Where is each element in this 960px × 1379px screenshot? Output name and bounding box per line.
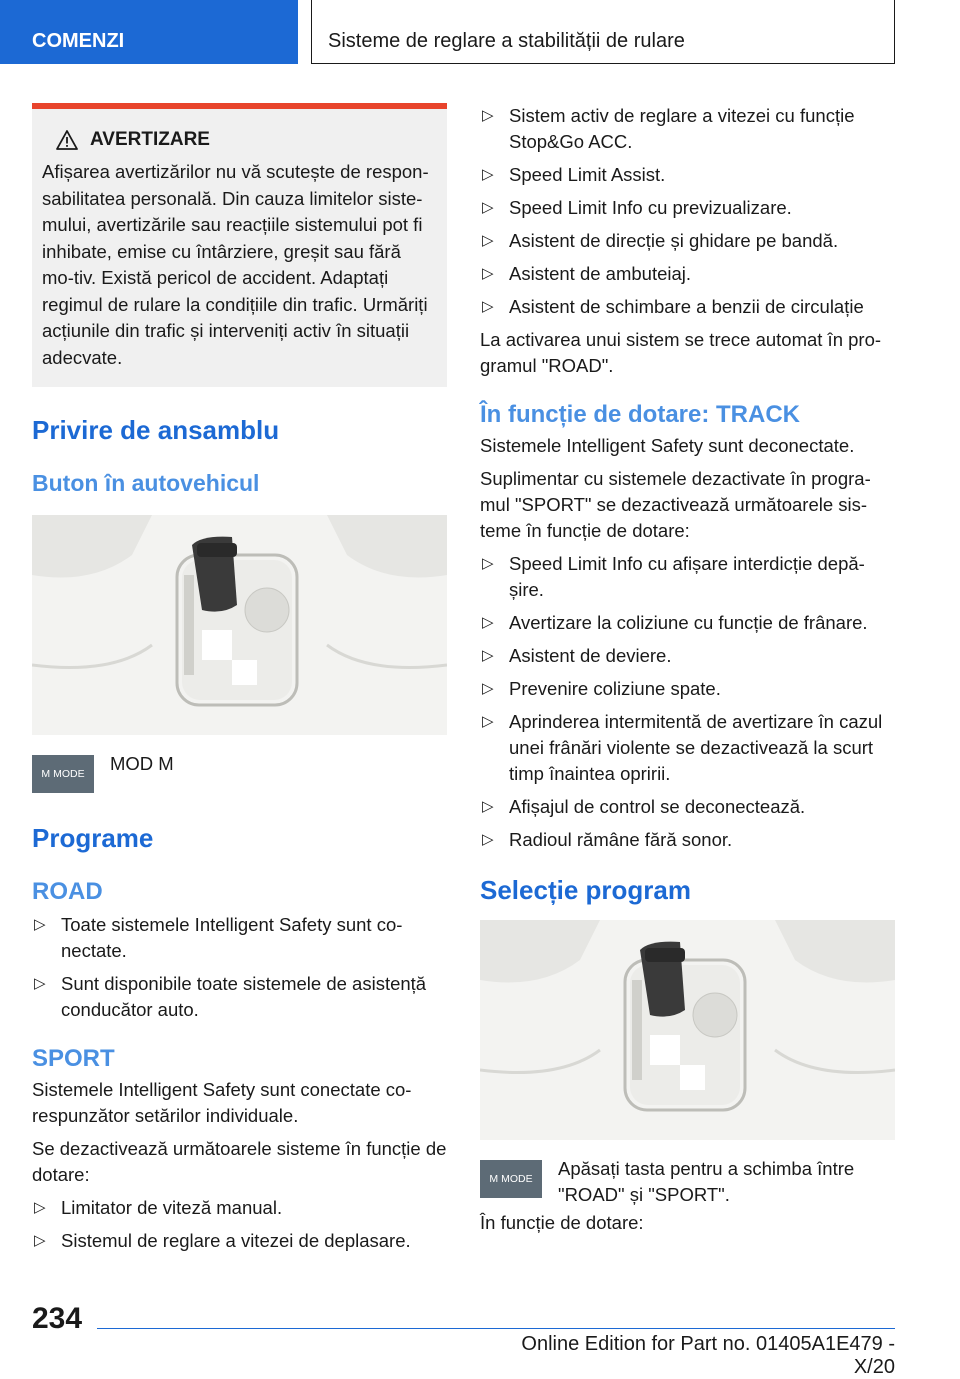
warning-triangle-icon: [56, 130, 78, 150]
mmode-caption: MOD M: [110, 753, 174, 774]
console-illustration: [32, 515, 447, 735]
console-illustration-2: [480, 920, 895, 1140]
m-mode-button-icon: M MODE: [480, 1160, 542, 1198]
list-item: ▷ Afișajul de control se deconectează.: [480, 794, 895, 820]
footer-divider: [97, 1328, 895, 1329]
right-column: [480, 103, 895, 1236]
list-item: ▷ Asistent de direcție și ghidare pe bandă.: [480, 228, 895, 254]
bullet-triangle-icon: ▷: [482, 680, 494, 697]
warning-title: [42, 129, 437, 151]
bullet-triangle-icon: ▷: [34, 1232, 46, 1249]
mmode-caption-row: [32, 755, 447, 793]
sport-paragraph-1: Sistemele Intelligent Safety sunt conectate co-respunzător setărilor individuale.: [32, 1079, 412, 1126]
heading-button-in-vehicle: Buton în autovehicul: [32, 470, 260, 496]
sport-paragraph-2: Se dezactivează următoarele sisteme în funcție de dotare:: [32, 1138, 447, 1185]
bullet-triangle-icon: ▷: [482, 199, 494, 216]
heading-programs: Programe: [32, 823, 154, 853]
heading-sport: SPORT: [32, 1045, 115, 1072]
road-list: [32, 912, 447, 1023]
list-item: ▷ Speed Limit Info cu afișare interdicție depă-șire.: [482, 553, 865, 600]
bullet-triangle-icon: ▷: [482, 298, 494, 315]
list-item: ▷ Avertizare la coliziune cu funcție de frânare.: [480, 610, 895, 636]
sport-list-continued: [480, 103, 895, 320]
bullet-triangle-icon: ▷: [482, 107, 494, 124]
list-item: ▷ Sistemul de reglare a vitezei de deplasare.: [32, 1228, 447, 1254]
track-list: [480, 551, 895, 853]
footer-edition: Online Edition for Part no. 01405A1E479 - X/20: [521, 1333, 895, 1378]
list-item: ▷ Speed Limit Assist.: [480, 162, 895, 188]
heading-overview: Privire de ansamblu: [32, 415, 280, 445]
list-item: ▷ Toate sistemele Intelligent Safety sunt co-nectate.: [34, 914, 403, 961]
activation-paragraph: La activarea unui sistem se trece automat în pro-gramul "ROAD".: [480, 329, 882, 376]
list-item: ▷ Aprinderea intermitentă de avertizare în cazul unei frânări violente se dezactivează la scurt timp înaintea opririi.: [482, 711, 883, 784]
list-item: ▷ Limitator de viteză manual.: [32, 1195, 447, 1221]
page-number: 234: [32, 1302, 83, 1335]
bullet-triangle-icon: ▷: [482, 265, 494, 282]
chapter-title: Sisteme de reglare a stabilității de rulare: [311, 0, 895, 64]
mmode-caption-2: Apăsați tasta pentru a schimba între "ROAD" și "SPORT".: [558, 1158, 855, 1205]
bullet-triangle-icon: ▷: [34, 975, 46, 992]
console-photo-2: [480, 920, 895, 1140]
list-item: ▷ Asistent de schimbare a benzii de circulație: [480, 294, 895, 320]
bullet-triangle-icon: ▷: [482, 713, 494, 730]
list-item: ▷ Speed Limit Info cu previzualizare.: [480, 195, 895, 221]
bullet-triangle-icon: ▷: [482, 166, 494, 183]
bullet-triangle-icon: ▷: [482, 232, 494, 249]
sport-list: [32, 1195, 447, 1254]
list-item: ▷ Prevenire coliziune spate.: [480, 676, 895, 702]
left-column: [32, 103, 447, 1261]
bullet-triangle-icon: ▷: [482, 798, 494, 815]
heading-track: În funcție de dotare: TRACK: [480, 401, 801, 428]
console-photo: [32, 515, 447, 735]
section-tab: COMENZI: [0, 0, 298, 64]
heading-program-selection: Selecție program: [480, 875, 691, 905]
bullet-triangle-icon: ▷: [482, 555, 494, 572]
list-item: ▷ Asistent de deviere.: [480, 643, 895, 669]
bullet-triangle-icon: ▷: [482, 647, 494, 664]
m-mode-button-icon: M MODE: [32, 755, 94, 793]
equipment-note: În funcție de dotare:: [480, 1212, 644, 1233]
heading-road: ROAD: [32, 878, 103, 905]
warning-text: Afișarea avertizărilor nu vă scutește de respon-sabilitatea personală. Din cauza limitelor siste-mului, avertizările sau reacțiile sistemului pot fi inhibate, emise cu întârziere, greșit sau fără mo-tiv. Există pericol de accident. Adaptați regimul de rulare la condițiile din trafic. Urmăriți acțiunile din trafic și interveniți activ în situații adecvate.: [42, 161, 429, 368]
bullet-triangle-icon: ▷: [482, 614, 494, 631]
bullet-triangle-icon: ▷: [34, 916, 46, 933]
bullet-triangle-icon: ▷: [34, 1199, 46, 1216]
bullet-triangle-icon: ▷: [482, 831, 494, 848]
list-item: ▷ Sistem activ de reglare a vitezei cu funcție Stop&Go ACC.: [482, 105, 855, 152]
mmode-caption-row-2: [480, 1160, 895, 1208]
track-paragraph-2: Suplimentar cu sistemele dezactivate în progra-mul "SPORT" se dezactivează următoarele sis-teme în funcție de dotare:: [480, 468, 871, 541]
warning-title-text: AVERTIZARE: [90, 129, 210, 150]
track-paragraph-1: Sistemele Intelligent Safety sunt deconectate.: [480, 435, 855, 456]
list-item: ▷ Sunt disponibile toate sistemele de asistență conducător auto.: [34, 973, 427, 1020]
page-header: [0, 0, 960, 64]
warning-box: [32, 103, 447, 387]
list-item: ▷ Asistent de ambuteiaj.: [480, 261, 895, 287]
list-item: ▷ Radioul rămâne fără sonor.: [480, 827, 895, 853]
